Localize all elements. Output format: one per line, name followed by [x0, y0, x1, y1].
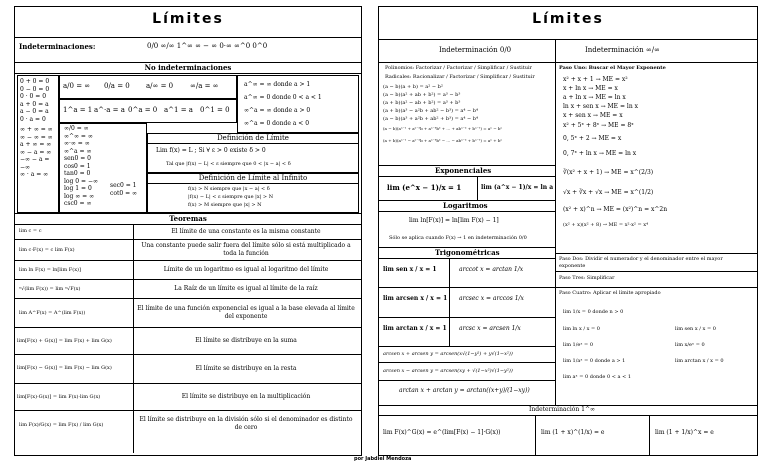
fractions-box — [59, 75, 237, 99]
footer-credit: por Jabdiel Mendoza — [354, 456, 412, 462]
arcsen-diff: arcsen x − arcsen y = arcsen(xy + √(1−x²)√(1−y²)) — [383, 368, 513, 374]
powers-box — [59, 99, 237, 123]
arctan-sum: arctan x + arctan y = arctan((x+y)/(1−xy)) — [399, 387, 530, 394]
one-inf-formula-2: lim (1 + x)^(1/x) = e — [541, 429, 605, 436]
arcsen-sum: arcsen x + arcsen y = arcsen(x√(1−y²) + y√(1−x²)) — [383, 351, 513, 357]
power-0-1: 0^1 = 0 — [200, 106, 230, 114]
power-a-a: a^·a = a — [94, 106, 125, 114]
theorem-row: ⁿ√(lim F(x)) = lim ⁿ√F(x) La Raíz de un límite es igual al límite de la raíz — [15, 280, 361, 299]
def-infinito-title: Definición de Límite al Infinito — [148, 174, 358, 184]
trig-4: arcsec x = arccos 1/x — [459, 295, 524, 302]
trig-2: arccot x = arctan 1/x — [459, 266, 524, 273]
indeterminaciones-label: Indeterminaciones: — [19, 42, 96, 51]
indeterminaciones-forms: 0/0 ∞/∞ 1^∞ ∞ − ∞ 0·∞ ∞^0 0^0 — [147, 42, 268, 50]
def-limite-box — [147, 133, 359, 173]
frac-a-over-0: a/0 = ∞ — [63, 82, 91, 90]
pow-inf-1: a^∞ = ∞ donde a > 1 — [244, 81, 311, 88]
theorem-row: lim[F(x) − G(x)] = lim F(x) − lim G(x) El límite se distribuye en la resta — [15, 355, 361, 384]
pow-inf-2: a^∞ = 0 donde 0 < a < 1 — [244, 94, 322, 101]
trig-6: arcsc x = arcsen 1/x — [459, 325, 521, 332]
pow-inf-4: ∞^a = 0 donde a < 0 — [244, 120, 310, 127]
polinomios-line: Polinomios: Factorizar / Factorizar / Simplificar / Sustituir — [385, 65, 532, 71]
exp-formula-2: lim (a^x − 1)/x = ln a — [481, 184, 554, 191]
one-inf-formula-1: lim F(x)^G(x) = e^(lim[F(x) − 1]·G(x)) — [383, 429, 501, 436]
left-sheet — [14, 6, 362, 456]
def-inf-line-1: f(x) > N siempre que |x − a| < δ — [188, 186, 270, 192]
log-formula: lim ln[F(x)] = ln[lim F(x) − 1] — [409, 217, 499, 224]
teoremas-band: Teoremas — [15, 213, 361, 225]
exp-formula-1: lim (e^x − 1)/x = 1 — [387, 183, 462, 192]
power-1-a: 1^a = 1 — [63, 106, 93, 114]
theorem-row: lim[F(x)·G(x)] = lim F(x)·lim G(x) El límite se distribuye en la multiplicación — [15, 384, 361, 411]
inf-col-box: ∞/0 = ∞ ∞^∞ = ∞ ∞·∞ = ∞ ∞^a = ∞ sen0 = 0 cos0 = 1 tan0 = 0 log 0 = −∞ log 1 = 0 log ∞ = ∞ csc0 = ∞ sec0 = 1 cot0 = ∞ — [59, 123, 147, 213]
log-note: Sólo se aplica cuando F(x) → 1 en indeterminación 0/0 — [389, 235, 527, 241]
frac-0-over-a: 0/a = 0 — [104, 82, 130, 90]
theorem-row: lim[F(x) + G(x)] = lim F(x) + lim G(x) El límite se distribuye en la suma — [15, 328, 361, 355]
identities-list: (a − b)(a + b) = a² − b² (a − b)(a² + ab + b²) = a³ − b³ (a + b)(a² − ab + b²) = a³ + b³ (a + b)(a³ − a²b + ab² − b³) = a⁴ − b⁴ (a − b)(a³ + a²b + ab² + b³) = a⁴ − b⁴ (a − b)(aⁿ⁻¹ + aⁿ⁻²b + aⁿ⁻³b² + ... + abⁿ⁻² + bⁿ⁻¹) = aⁿ − bⁿ (a + b)(aⁿ⁻¹ − aⁿ⁻²b + aⁿ⁻³b² − ... − abⁿ⁻² + bⁿ⁻¹) = aⁿ + bⁿ — [383, 84, 503, 143]
no-indeterminaciones-band: No indeterminaciones — [15, 62, 361, 74]
logaritmos-band: Logaritmos — [443, 201, 488, 210]
paso-cuatro: Paso Cuatro: Aplicar el límite apropiado — [559, 290, 661, 296]
def-limite-title: Definición de Límite — [148, 134, 358, 144]
trig-5: lim arctan x / x = 1 — [383, 325, 447, 332]
theorem-row: lim A^F(x) = A^(lim F(x)) El límite de una función exponencial es igual a la base elevada al límite del exponente — [15, 299, 361, 328]
paso-uno-list: x² + x + 1 → ME = x² x + ln x → ME = x a + ln x → ME = ln x ln x + sen x → ME = ln x x + sen x → ME = x x² + 5ˣ + 8ˣ → ME = 8ˣ 0, 5ˣ + 2 → ME = x 0, 7ˣ + ln x → ME = ln x ∛(x² + x + 1) → ME = x^(2/3) √x + ∛x + √x → ME = x^(1/2) (x² + x)^n → ME = (x²)^n = x^2n (x² + x)(x² + 8) → ME = x²·x² = x⁴ — [563, 76, 668, 228]
sums-list: 0 + 0 = 0 0 − 0 = 0 0 · 0 = 0 a + 0 = a a − 0 = a 0 · a = 0 ∞ + ∞ = ∞ ∞ − ∞ = ∞ a + ∞ = ∞ ∞ − a = ∞ −∞ − a = −∞ ∞ · a = ∞ — [20, 78, 53, 178]
frac-a-over-inf: a/∞ = 0 — [146, 82, 174, 90]
theorems-table — [15, 224, 361, 439]
theorem-row: lim ln F(x) = ln[lim F(x)] Límite de un logaritmo es igual al logaritmo del límite — [15, 261, 361, 280]
def-inf-line-3: f(x) > M siempre que |x| > N — [188, 202, 262, 208]
paso-tres: Paso Tres: Simplificar — [559, 275, 615, 281]
paso-cuatro-grid: lim 1/x = 0 donde n > 0 lim ln x / x = 0 lim 1/eˣ = 0 lim 1/aˣ = 0 donde a > 1 lim aˣ = 0 donde 0 < a < 1 — [563, 309, 632, 380]
paso-dos: Paso Dos: Dividir el numerador y el denominador entre el mayor exponente — [559, 256, 723, 269]
def-infinito-box — [147, 173, 359, 213]
def-inf-line-2: |f(x) − L| < ε siempre que |x| > N — [188, 194, 274, 200]
frac-inf-over-a: ∞/a = ∞ — [190, 82, 219, 90]
power-a-1: a^1 = a — [164, 106, 193, 114]
theorem-row: lim c·F(x) = c lim F(x) Una constante puede salir fuera del límite sólo si está multiplicado a toda la función — [15, 240, 361, 261]
theorem-row: lim c = c El límite de una constante es la misma constante — [15, 224, 361, 240]
indeterminaciones-row — [15, 37, 361, 55]
indet-00-header: Indeterminación 0/0 — [439, 46, 512, 54]
pow-inf-3: ∞^a = ∞ donde a > 0 — [244, 107, 311, 114]
exponenciales-band: Exponenciales — [435, 166, 492, 175]
def-limite-sub: Tal que |f(x) − L| < ε siempre que 0 < |x − a| < δ — [166, 161, 291, 167]
paso-cuatro-grid-right: lim sen x / x = 0 lim x/eˣ = 0 lim arctan x / x = 0 — [675, 326, 724, 364]
pow-inf-box — [237, 75, 359, 133]
power-0-a: 0^a = 0 — [128, 106, 158, 114]
def-limite-text: Lim f(x) = L ; Si ∀ ε > 0 existe δ > 0 — [156, 147, 266, 154]
right-sheet — [378, 6, 758, 456]
indet-1inf-band: Indeterminación 1^∞ — [529, 406, 596, 413]
theorem-row: lim F(x)/G(x) = lim F(x) / lim G(x) El límite se distribuye en la división sólo si el denominador es distinto de cero — [19, 416, 353, 431]
left-title: Límites — [152, 11, 224, 27]
indet-inf-header: Indeterminación ∞/∞ — [585, 46, 660, 54]
trigonometricas-band: Trigonométricas — [435, 248, 500, 257]
trig-3: lim arcsen x / x = 1 — [383, 295, 448, 302]
trig-1: lim sen x / x = 1 — [383, 266, 437, 273]
sums-box — [17, 75, 59, 213]
radicales-line: Radicales: Racionalizar / Factorizar / Simplificar / Sustituir — [385, 74, 535, 80]
right-title: Límites — [532, 11, 604, 27]
paso-uno: Paso Uno: Buscar el Mayor Exponente — [559, 65, 666, 71]
one-inf-formula-3: lim (1 + 1/x)^x = e — [655, 429, 714, 436]
